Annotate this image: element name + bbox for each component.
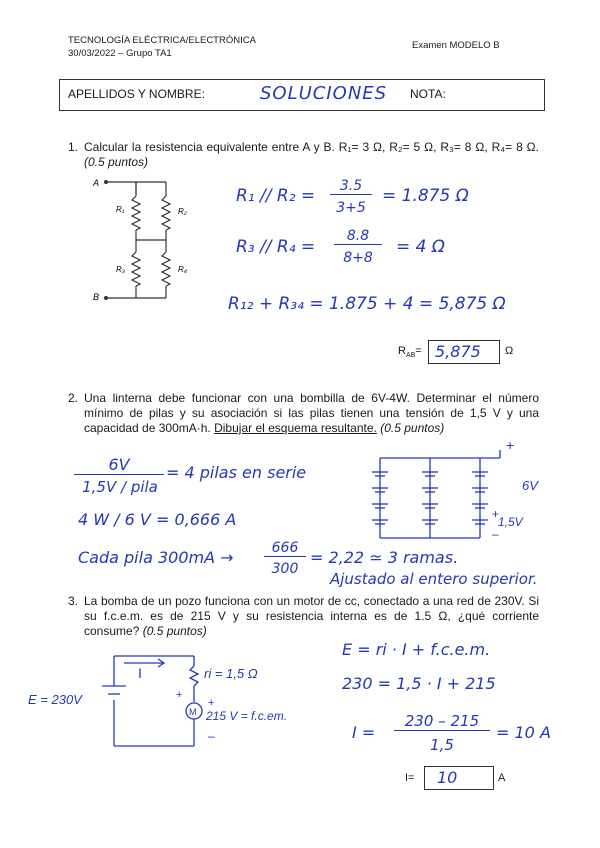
- name-label: APELLIDOS Y NOMBRE:: [68, 87, 205, 101]
- q1-sol-line2-num: 8.8: [334, 228, 382, 245]
- q3-source-label: E = 230V: [28, 692, 82, 707]
- q1-answer-box: [428, 340, 500, 364]
- q1-sol-line2-lhs: R₃ // R₄ =: [236, 237, 316, 257]
- q3-answer-value: 10: [437, 768, 458, 787]
- q3-answer-unit: A: [498, 772, 506, 784]
- q1-sol-line1-res: = 1.875 Ω: [382, 186, 469, 206]
- q3-sol-line3-num: 230 – 215: [394, 712, 490, 731]
- q1-sol-line1-den: 3+5: [336, 200, 366, 216]
- q2-sol-branches-res: = 2,22 ≃ 3 ramas.: [310, 548, 459, 567]
- q1-number: 1.: [68, 140, 79, 154]
- q2-text: Una linterna debe funcionar con una bombilla de 6V-4W. Determinar el número mínimo de pilas y su asociación si las pilas tienen una tensión de 1,5 V y una capacidad de 300mA·h.: [84, 391, 539, 435]
- q1-answer-value: 5,875: [435, 342, 481, 361]
- name-value: SOLUCIONES: [260, 83, 388, 104]
- q2-diagram-voltage: 6V: [522, 478, 538, 493]
- q3-fcem-label: 215 V = f.c.em.: [206, 709, 288, 723]
- q1-answer-label-text: R: [398, 345, 406, 357]
- q3-points: (0.5 puntos): [142, 624, 207, 638]
- q2-sol-note: Ajustado al entero superior.: [330, 570, 538, 588]
- q3-motor-plus-right: +: [208, 697, 215, 709]
- q1-answer-unit: Ω: [505, 345, 514, 357]
- q1-sol-line2-den: 8+8: [343, 250, 373, 266]
- q2-diagram-plus-cell: +: [492, 507, 500, 521]
- q2-diagram-cell-voltage: 1,5V: [498, 515, 523, 529]
- q1-sol-line1-num: 3.5: [330, 178, 372, 195]
- q1-label-r1: R₁: [116, 205, 125, 214]
- header-exam-model: Examen MODELO B: [412, 40, 500, 51]
- q3-circuit-diagram: [24, 648, 334, 753]
- q2-diagram-minus-cell: –: [492, 527, 499, 541]
- q3-answer-label: I=: [405, 772, 415, 784]
- q3-current-label: I: [138, 665, 142, 681]
- q2-sol-frac-res: = 4 pilas en serie: [166, 463, 307, 482]
- q1-label-r4: R₄: [178, 265, 187, 274]
- q1-sol-line1-lhs: R₁ // R₂ =: [236, 186, 316, 206]
- q3-sol-line3-lhs: I =: [352, 723, 376, 742]
- q3-motor-plus-left: +: [176, 689, 183, 701]
- q1-answer-eq: =: [415, 345, 422, 357]
- q2-battery-diagram: [360, 440, 550, 550]
- q2-sol-frac-num: 6V: [74, 455, 164, 475]
- q3-text: La bomba de un pozo funciona con un motor de cc, conectado a una red de 230V. Si su f.c.e.m. es de 215 V y su resistencia interna es de 1.5 Ω, ¿qué corriente consume?: [84, 594, 539, 638]
- q2-number: 2.: [68, 391, 79, 405]
- q2-underlined: Dibujar el esquema resultante.: [214, 421, 377, 435]
- q3-sol-line1: E = ri · I + f.c.e.m.: [342, 640, 491, 659]
- header-date-group: 30/03/2022 – Grupo TA1: [68, 48, 172, 59]
- q3-answer-box: [424, 766, 494, 790]
- q3-motor-minus: –: [208, 729, 215, 743]
- header-subject: TECNOLOGÍA ELÉCTRICA/ELECTRÓNICA: [68, 35, 256, 46]
- q1-sol-line2-res: = 4 Ω: [396, 237, 445, 257]
- q1-node-a: A: [93, 178, 100, 188]
- q2-sol-branches-den: 300: [271, 561, 299, 577]
- q1-node-b: B: [93, 292, 100, 302]
- q2-sol-branches-num: 666: [264, 540, 306, 557]
- q3-statement: [84, 594, 539, 639]
- q3-motor-symbol: M: [189, 707, 197, 717]
- grade-label: NOTA:: [410, 87, 446, 101]
- q1-answer-label: [398, 345, 422, 359]
- q1-text: Calcular la resistencia equivalente entre A y B. R₁= 3 Ω, R₂= 5 Ω, R₃= 8 Ω, R₄= 8 Ω.: [84, 140, 539, 154]
- q1-circuit-diagram: [88, 172, 218, 307]
- q2-sol-frac-den: 1,5V / pila: [82, 478, 158, 496]
- q1-points: (0.5 puntos): [84, 155, 149, 169]
- q1-answer-sub: AB: [405, 352, 416, 360]
- q3-sol-line2: 230 = 1,5 · I + 215: [342, 674, 496, 693]
- q2-points: (0.5 puntos): [380, 421, 445, 435]
- q2-sol-branches-lhs: Cada pila 300mA →: [78, 548, 234, 567]
- q1-statement: [84, 140, 539, 170]
- q3-sol-line3-den: 1,5: [430, 736, 454, 754]
- q1-label-r3: R₃: [116, 265, 125, 274]
- q3-sol-line3-res: = 10 A: [496, 723, 551, 742]
- q3-ri-label: ri = 1,5 Ω: [204, 666, 258, 681]
- q2-statement: [84, 391, 539, 436]
- q3-number: 3.: [68, 594, 79, 608]
- q1-label-r2: R₂: [178, 207, 187, 216]
- q1-sol-line3: R₁₂ + R₃₄ = 1.875 + 4 = 5,875 Ω: [228, 294, 506, 314]
- q2-sol-current: 4 W / 6 V = 0,666 A: [78, 510, 237, 529]
- q2-diagram-plus-top: +: [506, 440, 515, 453]
- name-box: [59, 79, 545, 111]
